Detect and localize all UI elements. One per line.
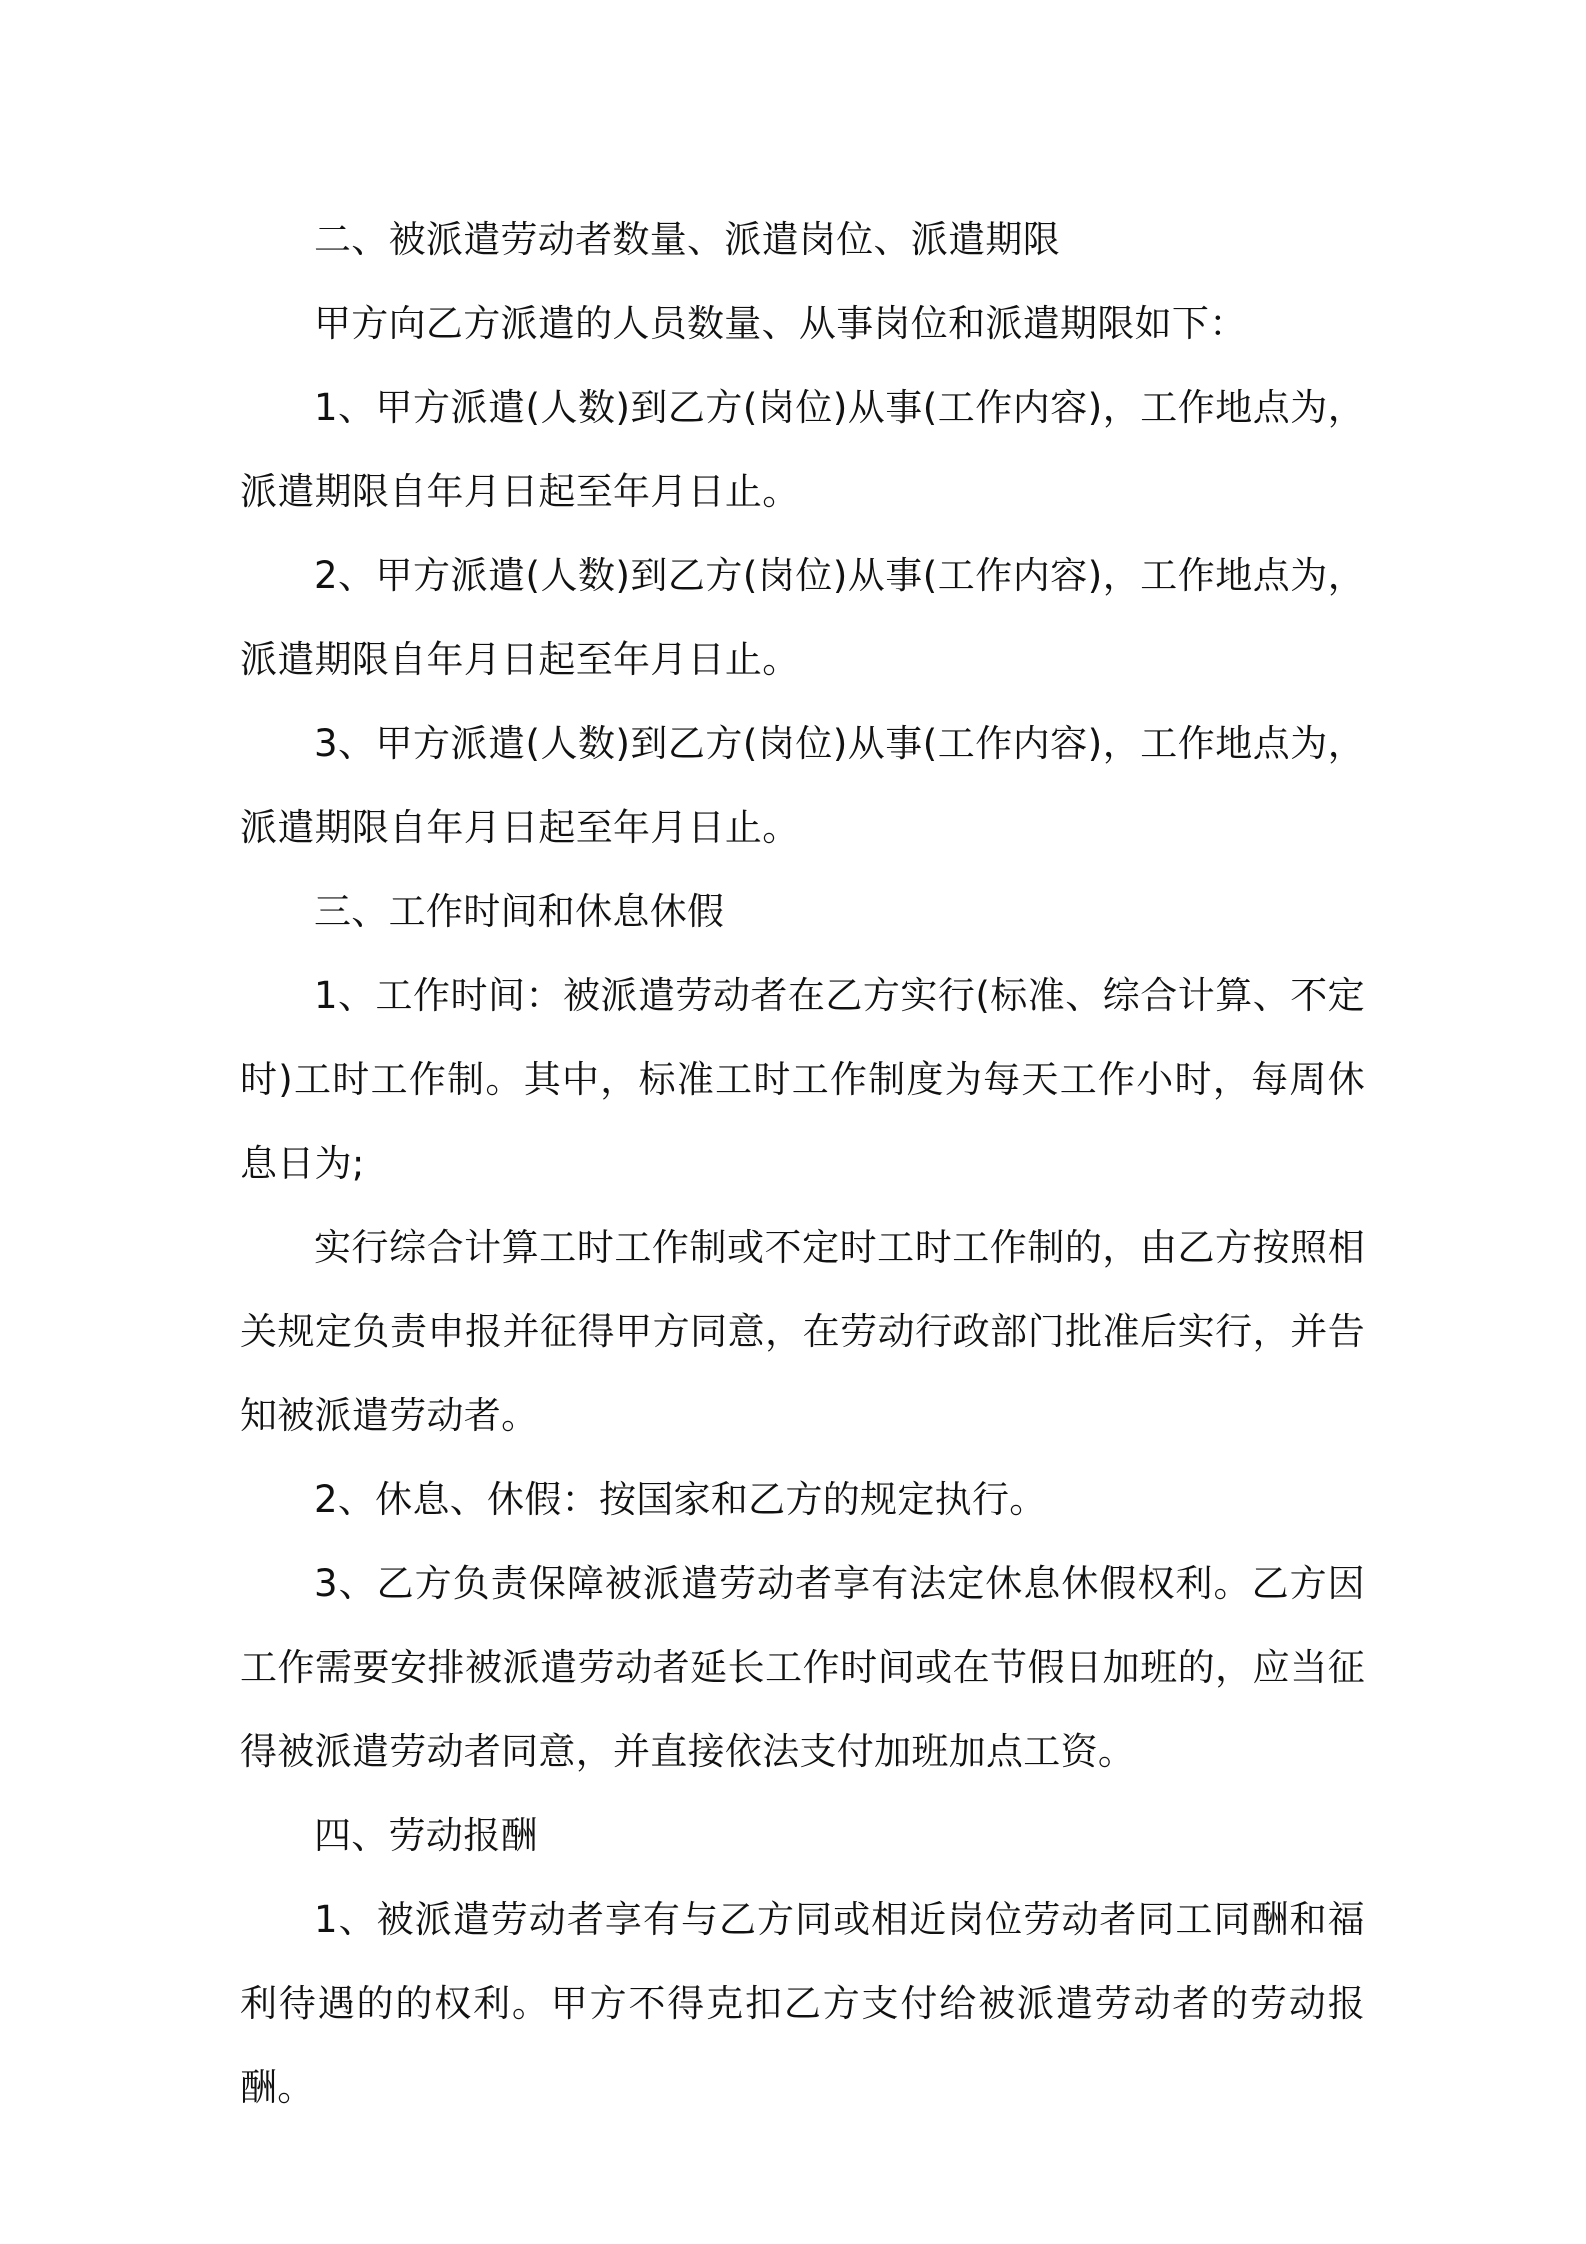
paragraph-rest-rights: 3、乙方负责保障被派遣劳动者享有法定休息休假权利。乙方因工作需要安排被派遣劳动者延长工作时间或在节假日加班的，应当征得被派遣劳动者同意，并直接依法支付加班加点工资。 (240, 1562, 1365, 1773)
paragraph-work-time-1: 1、工作时间：被派遣劳动者在乙方实行(标准、综合计算、不定时)工时工作制。其中，标准工时工作制度为每天工作小时，每周休息日为; (240, 974, 1365, 1185)
paragraph-remuneration-1: 1、被派遣劳动者享有与乙方同或相近岗位劳动者同工同酬和福利待遇的的权利。甲方不得克扣乙方支付给被派遣劳动者的劳动报酬。 (240, 1898, 1365, 2109)
section-heading-work-time: 三、工作时间和休息休假 (314, 890, 725, 933)
section-heading-remuneration: 四、劳动报酬 (314, 1814, 538, 1857)
paragraph-dispatch-item-1: 1、甲方派遣(人数)到乙方(岗位)从事(工作内容)，工作地点为，派遣期限自年月日起至年月日止。 (240, 386, 1365, 513)
document-page (240, 198, 1365, 2130)
paragraph-dispatch-item-2: 2、甲方派遣(人数)到乙方(岗位)从事(工作内容)，工作地点为，派遣期限自年月日起至年月日止。 (240, 554, 1365, 681)
paragraph-dispatch-intro: 甲方向乙方派遣的人员数量、从事岗位和派遣期限如下： (314, 302, 1247, 345)
paragraph-work-time-flexible: 实行综合计算工时工作制或不定时工时工作制的，由乙方按照相关规定负责申报并征得甲方同意，在劳动行政部门批准后实行，并告知被派遣劳动者。 (240, 1226, 1365, 1437)
section-heading-dispatch: 二、被派遣劳动者数量、派遣岗位、派遣期限 (314, 218, 1060, 261)
paragraph-dispatch-item-3: 3、甲方派遣(人数)到乙方(岗位)从事(工作内容)，工作地点为，派遣期限自年月日起至年月日止。 (240, 722, 1365, 849)
paragraph-rest-leave: 2、休息、休假：按国家和乙方的规定执行。 (314, 1478, 1047, 1521)
